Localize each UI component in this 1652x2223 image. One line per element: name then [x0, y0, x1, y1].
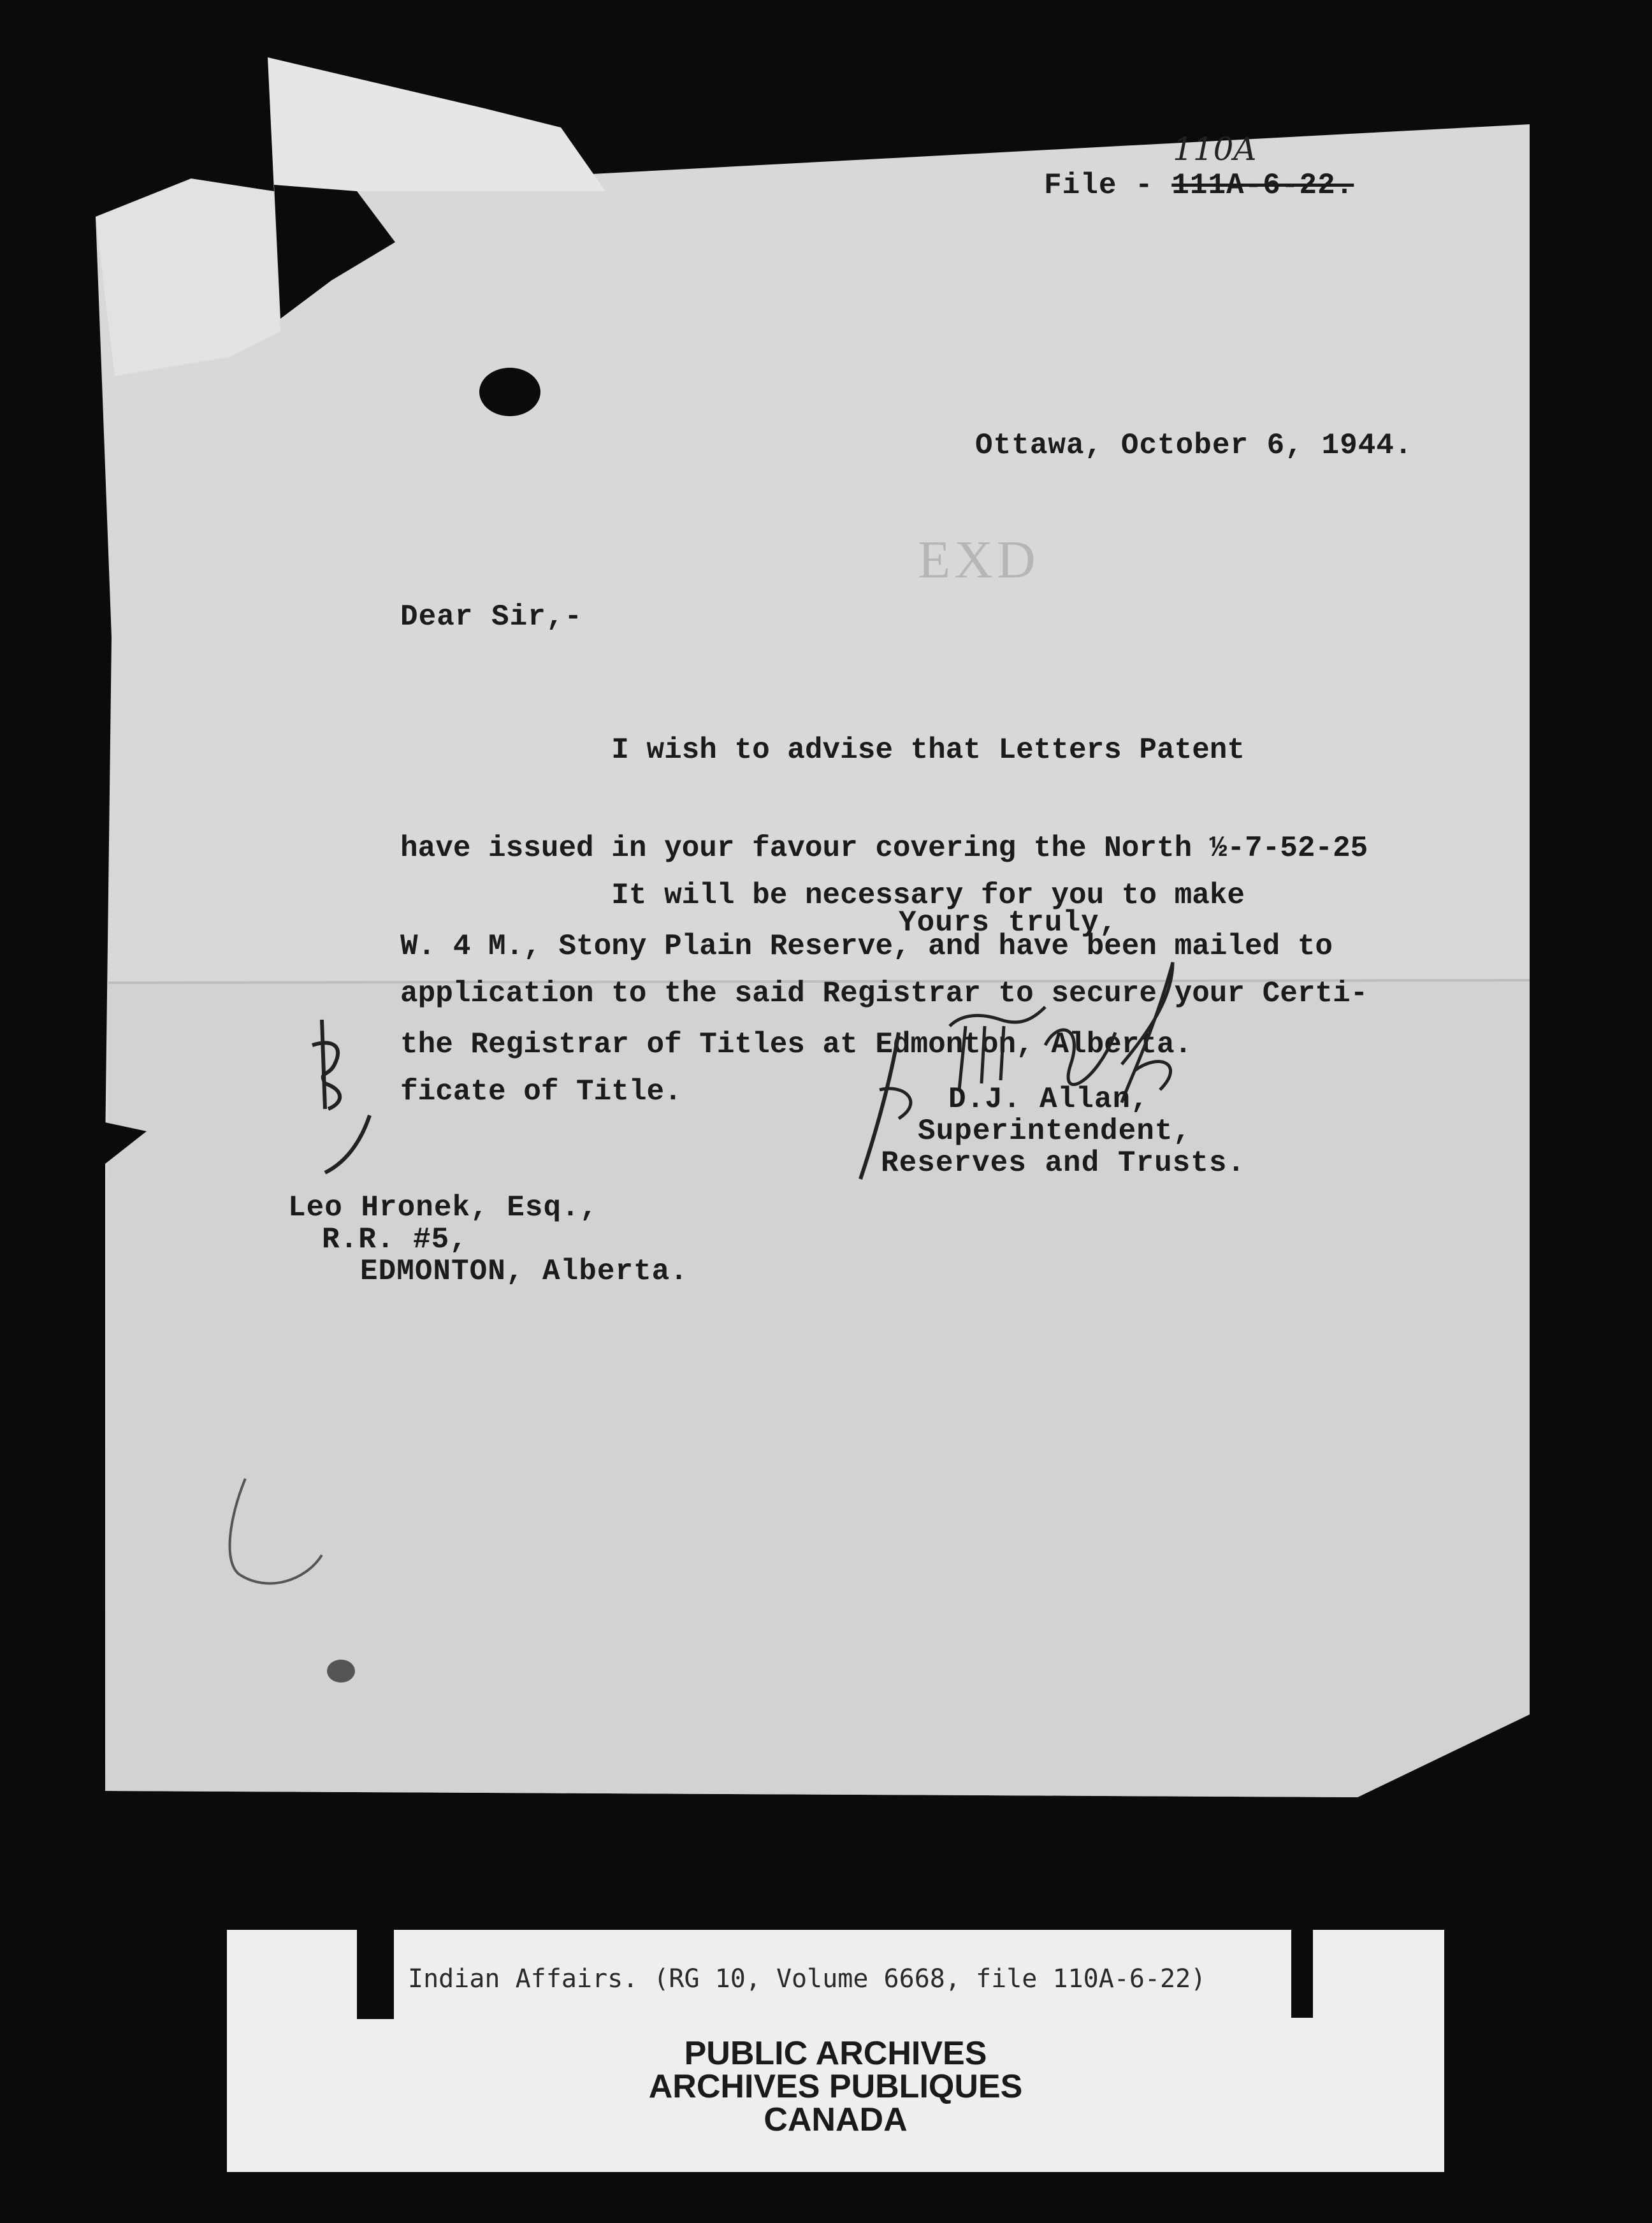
body-p2-line-2: application to the said Registrar to secure your Certi- — [400, 977, 1368, 1010]
body-p1-line-1: I wish to advise that Letters Patent — [400, 734, 1245, 767]
received-stamp: EXD — [918, 530, 1040, 590]
body-p1-line-3: W. 4 M., Stony Plain Reserve, and have been mailed to — [400, 930, 1333, 963]
file-prefix: File - — [1044, 169, 1172, 202]
signatory-title: Superintendent, — [918, 1115, 1192, 1148]
archive-country: CANADA — [764, 2101, 908, 2138]
body-p1-line-4: the Registrar of Titles at Edmonton, Alberta. — [400, 1028, 1192, 1061]
body-p2-line-3: ficate of Title. — [400, 1075, 682, 1108]
archive-title-fr: ARCHIVES PUBLIQUES — [648, 2068, 1023, 2105]
label-notch-right — [1291, 1930, 1313, 2018]
place-date: Ottawa, October 6, 1944. — [975, 429, 1413, 462]
addressee-city: EDMONTON, Alberta. — [360, 1255, 688, 1288]
archive-title-en: PUBLIC ARCHIVES — [684, 2035, 987, 2072]
signatory-name: D.J. Allan, — [948, 1083, 1149, 1116]
file-number-struck: 111A-6-22. — [1171, 169, 1354, 202]
body-p1-line-2: have issued in your favour covering the North ½-7-52-25 — [400, 832, 1368, 865]
file-number — [1044, 171, 1354, 200]
salutation: Dear Sir,- — [400, 600, 583, 634]
file-number-handwritten: 110A — [1173, 131, 1257, 168]
closing: Yours truly, — [899, 906, 1118, 939]
signature-text — [889, 1083, 892, 1084]
signatory-department: Reserves and Trusts. — [881, 1147, 1246, 1180]
body-p2-line-1: It will be necessary for you to make — [400, 879, 1245, 912]
archive-reference: Indian Affairs. (RG 10, Volume 6668, file 110A-6-22) — [408, 1964, 1206, 1994]
margin-note-mark — [300, 1007, 389, 1179]
addressee-route: R.R. #5, — [322, 1223, 468, 1256]
addressee-name: Leo Hronek, Esq., — [288, 1191, 598, 1224]
label-notch-left — [357, 1930, 394, 2019]
